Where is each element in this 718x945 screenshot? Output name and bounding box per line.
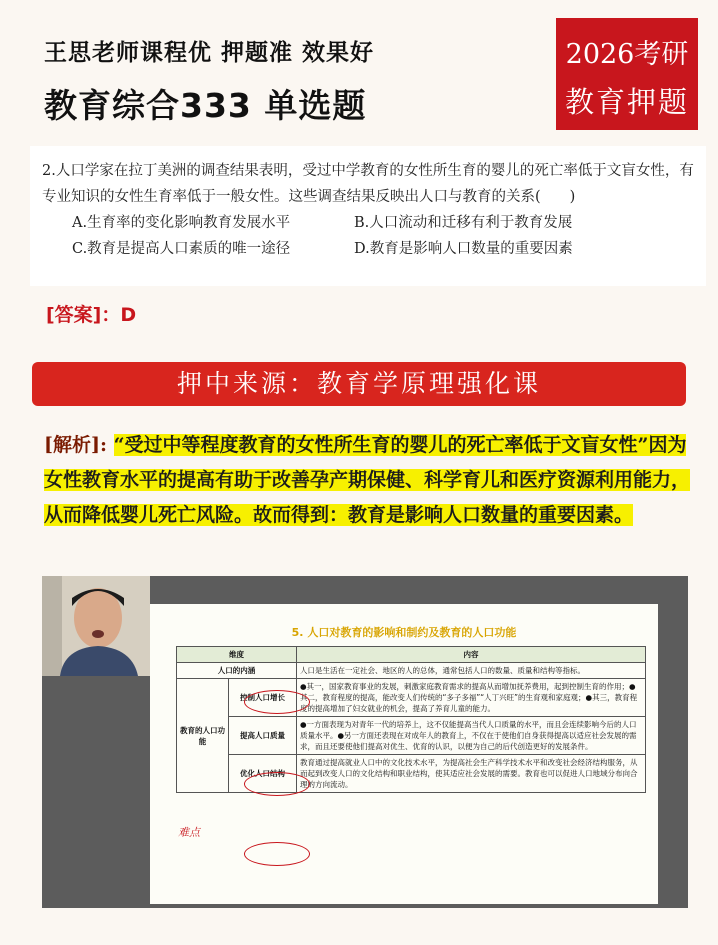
answer-value: D	[120, 304, 137, 326]
answer-label: [答案]：	[46, 304, 121, 326]
option-c[interactable]: C.教育是提高人口素质的唯一途径	[72, 241, 291, 257]
analysis-text	[44, 428, 696, 533]
annotation-circle	[244, 690, 310, 714]
table-row	[177, 663, 646, 679]
table-header-content: 内容	[297, 647, 646, 663]
slide-title: 5. 人口对教育的影响和制约及教育的人口功能	[291, 626, 517, 639]
question-stem: 2.人口学家在拉丁美洲的调查结果表明，受过中学教育的女性所生育的婴儿的死亡率低于文盲女性，有专业知识的女性生育率低于一般女性。这些调查结果反映出人口与教育的关系( )	[42, 163, 694, 205]
teacher-webcam	[42, 576, 150, 676]
option-a[interactable]: A.生育率的变化影响教育发展水平	[72, 215, 291, 231]
table-header-dimension: 维度	[177, 647, 297, 663]
slide-table	[176, 646, 646, 793]
handwritten-note: 难点	[178, 826, 200, 839]
group-label: 教育的人口功能	[177, 679, 229, 793]
annotation-circle	[244, 842, 310, 866]
sub-label: 提高人口质量	[229, 717, 297, 755]
teacher-portrait-icon	[42, 576, 150, 676]
row-content: ●其一，国家教育事业的发展，刺激家庭教育需求的提高从而增加抚养费用，起到控制生育的作用；●其二，教育程度的提高，能改变人们传统的“多子多福”“人丁兴旺”的生育观和家庭观；●其三，教育程度的提高增加了妇女就业的机会，提高了养育儿童的能力。	[297, 679, 646, 717]
analysis-tag: [解析]:	[44, 434, 107, 456]
row-label: 人口的内涵	[177, 663, 297, 679]
exam-badge	[556, 18, 698, 130]
lecture-slide	[150, 604, 658, 904]
answer-line	[46, 300, 136, 327]
annotation-circle	[244, 772, 310, 796]
badge-subtitle: 教育押题	[564, 85, 689, 119]
row-content: ●一方面表现为对青年一代的培养上，这不仅能提高当代人口质量的水平，而且会连续影响今后的人口质量水平。●另一方面还表现在对成年人的教育上，不仅在于使他们自身获得提高以适应社会发展的需求，而且还要使他们提高对优生、优育的认识，以便为自己的后代创造更好的发展条件。	[297, 717, 646, 755]
table-header-row	[177, 647, 646, 663]
badge-year: 2026考研	[565, 39, 689, 70]
sub-label: 优化人口结构	[229, 755, 297, 793]
page-title: 教育综合333 单选题	[44, 86, 367, 125]
table-row	[177, 717, 646, 755]
question-options	[42, 210, 694, 262]
option-b[interactable]: B.人口流动和迁移有利于教育发展	[354, 215, 573, 231]
question-box	[30, 146, 706, 286]
header-title: 王思老师课程优 押题准 效果好	[44, 40, 375, 66]
option-d[interactable]: D.教育是影响人口数量的重要因素	[354, 241, 573, 257]
sub-label: 控制人口增长	[229, 679, 297, 717]
row-content: 教育通过提高就业人口中的文化技术水平，为提高社会生产科学技术水平和改变社会经济结构服务，从而起到改变人口的文化结构和职业结构，使其适应社会发展的需要。教育也可以促进人口地域分布向合理的方向流动。	[297, 755, 646, 793]
row-content: 人口是生活在一定社会、地区的人的总体，通常包括人口的数量、质量和结构等指标。	[297, 663, 646, 679]
lecture-video[interactable]	[42, 576, 688, 908]
source-banner: 押中来源：教育学原理强化课	[32, 362, 686, 406]
analysis-body: “受过中等程度教育的女性所生育的婴儿的死亡率低于文盲女性”因为女性教育水平的提高有助于改善孕产期保健、科学育儿和医疗资源利用能力，从而降低婴儿死亡风险。故而得到：教育是影响人口数量的重要因素。	[44, 434, 691, 526]
